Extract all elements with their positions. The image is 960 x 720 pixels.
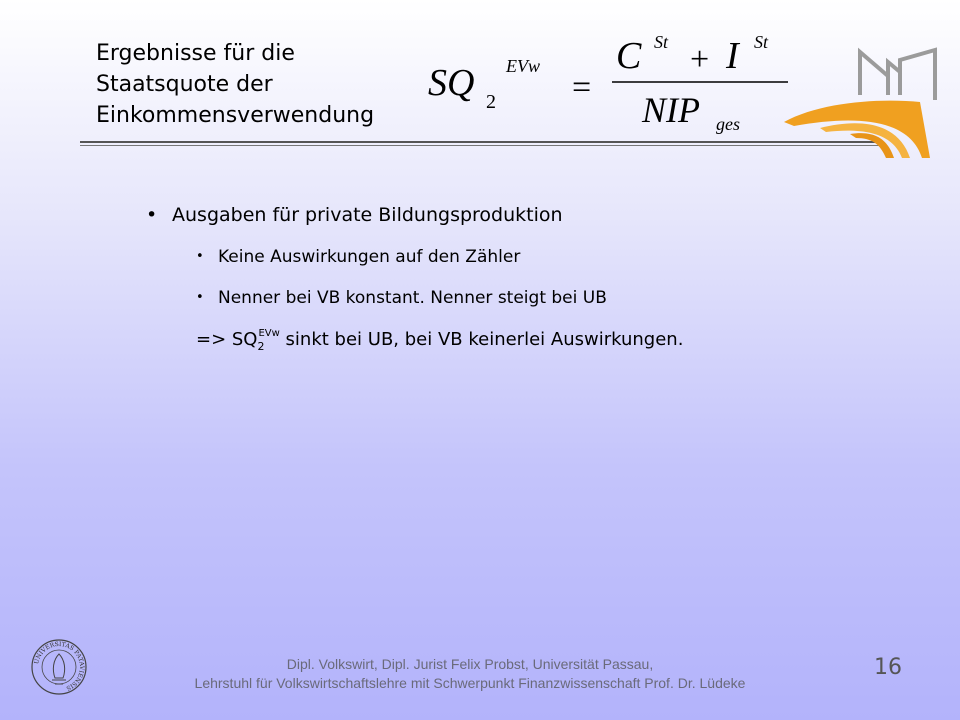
conclusion-prefix: => SQ bbox=[196, 329, 258, 350]
title-rule-secondary bbox=[80, 145, 880, 146]
footer-line-1: Dipl. Volkswirt, Dipl. Jurist Felix Probst, Universität Passau, bbox=[286, 656, 654, 672]
formula-lhs-sub: 2 bbox=[486, 91, 496, 113]
footer-line-2: Lehrstuhl für Volkswirtschaftslehre mit Schwerpunkt Finanzwissenschaft Prof. Dr. Lüdeke bbox=[194, 675, 746, 691]
formula-num-i: I bbox=[726, 35, 739, 77]
university-seal-icon bbox=[30, 638, 88, 696]
conclusion-superscript: EVw bbox=[258, 328, 280, 339]
title-rule bbox=[80, 141, 880, 143]
formula-lhs-sup: EVw bbox=[506, 56, 540, 76]
sub-bullet-item-1-text: Keine Auswirkungen auf den Zähler bbox=[218, 247, 521, 267]
formula-num-c: C bbox=[616, 35, 642, 77]
formula-equals: = bbox=[572, 69, 592, 106]
bullet-icon: • bbox=[146, 204, 158, 226]
formula-den-sub: ges bbox=[716, 114, 740, 134]
bullet-icon: • bbox=[196, 249, 204, 264]
page-number: 16 bbox=[874, 655, 902, 680]
conclusion-suffix: sinkt bei UB, bei VB keinerlei Auswirkungen. bbox=[279, 329, 684, 350]
bullet-icon: • bbox=[196, 290, 204, 305]
university-logo-icon bbox=[780, 40, 945, 158]
sub-bullet-item-2 bbox=[196, 288, 607, 308]
title-line-1: Ergebnisse für die bbox=[96, 41, 295, 66]
formula-num-i-sup: St bbox=[754, 32, 769, 52]
staatsquote-formula bbox=[420, 30, 800, 150]
title-line-3: Einkommensverwendung bbox=[96, 103, 375, 128]
formula-lhs-base: SQ bbox=[428, 62, 475, 104]
slide-title bbox=[96, 38, 416, 131]
formula-den: NIP bbox=[642, 90, 700, 130]
formula-num-c-sup: St bbox=[654, 32, 669, 52]
sub-bullet-item-1 bbox=[196, 247, 520, 267]
bullet-item-1 bbox=[146, 204, 563, 226]
seal-text: UNIVERSITAS PATAVIENSIS bbox=[33, 640, 86, 692]
bullet-item-1-text: Ausgaben für private Bildungsproduktion bbox=[172, 204, 563, 226]
sub-bullet-item-2-text: Nenner bei VB konstant. Nenner steigt bei UB bbox=[218, 288, 607, 308]
conclusion-line bbox=[196, 328, 683, 353]
conclusion-subscript: 2 bbox=[257, 340, 265, 353]
formula-plus: + bbox=[690, 41, 710, 78]
slide-footer bbox=[140, 655, 800, 693]
title-line-2: Staatsquote der bbox=[96, 72, 273, 97]
